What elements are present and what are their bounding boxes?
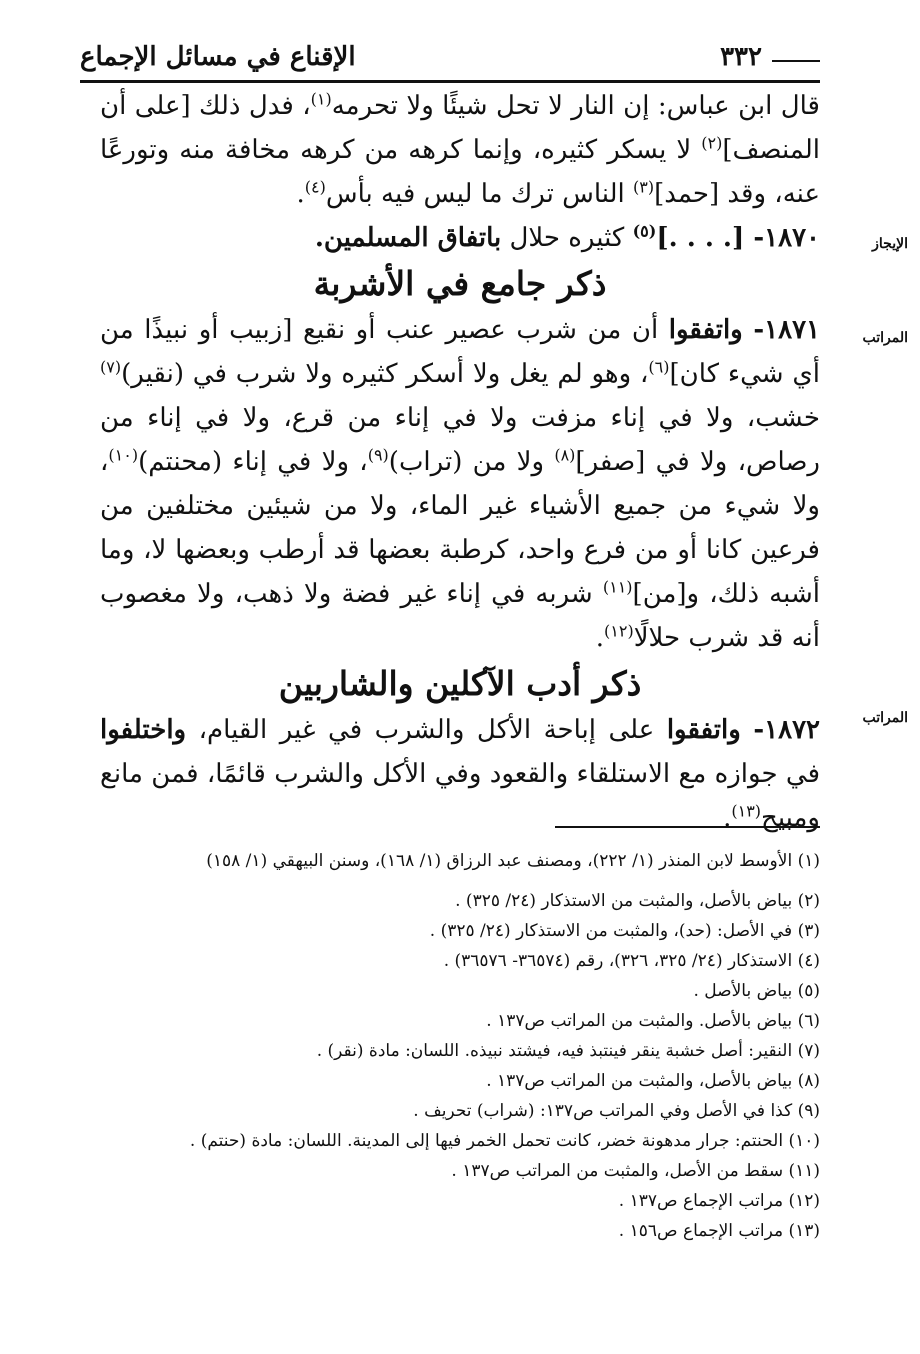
item-1870 [100, 216, 820, 260]
running-header [80, 38, 820, 78]
footnote: (١٣) مراتب الإجماع ص١٥٦ . [618, 1221, 820, 1241]
text-run: قال ابن عباس: إن النار لا تحل شيئًا ولا تحرمه [331, 91, 820, 121]
item-number: ١٨٧١- [753, 315, 820, 345]
text-run: . [296, 179, 305, 209]
footnote: (٦) بياض بالأصل. والمثبت من المراتب ص١٣٧ . [486, 1011, 820, 1031]
text-run: ، فدل ذلك [على أن المنصف] [100, 91, 820, 165]
book-title: الإقناع في مسائل الإجماع [80, 42, 356, 72]
footnote: (١٠) الحنتم: جرار مدهونة خضر، كانت تحمل الخمر فيها إلى المدينة. اللسان: مادة (حنتم) . [189, 1131, 820, 1151]
side-label-maratib: المراتب [862, 710, 908, 726]
section-heading: ذكر جامع في الأشربة [313, 264, 607, 303]
item-number: ١٨٧٠- [753, 223, 820, 253]
footnote: (٥) بياض بالأصل . [693, 981, 820, 1001]
item-number: ١٨٧٢- [753, 715, 820, 745]
text-run: خشب، ولا في إناء مزفت ولا في إناء من قرع، ولا في إناء من رصاص، ولا في [صفر] [100, 403, 820, 477]
bold-text: واتفقوا [668, 315, 743, 345]
text-run: . [314, 223, 324, 253]
main-text [100, 84, 820, 840]
text-run: لا يسكر كثيره، وإنما كرهه من كرهه مخافة منه وتورعًا عنه، وقد [حمد] [100, 135, 820, 209]
item-1872 [100, 708, 820, 840]
text-run: ، ولا في إناء (محنتم) [138, 447, 368, 477]
text-run: ، ولا شيء من جميع الأشياء غير الماء، ولا من شيئين مختلفين من فرعين كانا أو من فرع واحد، كرطبة بعضها قد أرطب وبعضها لا، وما أشبه ذلك، و[من] [100, 447, 820, 609]
text-run: أن من شرب عصير عنب أو نقيع [زبيب أو نبيذًا من أي شيء كان] [100, 315, 820, 389]
footnote: (٣) في الأصل: (حد)، والمثبت من الاستذكار (٢٤/ ٣٢٥) . [429, 921, 820, 941]
footnote-ref: (١١) [602, 577, 633, 597]
footnote-ref: (١٣) [731, 801, 762, 821]
footnote: (٢) بياض بالأصل، والمثبت من الاستذكار (٢٤/ ٣٢٥) . [455, 891, 820, 911]
text-run: ، وهو لم يغل ولا أسكر كثيره ولا شرب في (نقير) [121, 359, 649, 389]
bold-text: واختلفوا [100, 715, 187, 745]
text-run: ولا من (تراب) [388, 447, 555, 477]
footnotes [80, 846, 820, 1246]
footnote-ref: (١٠) [108, 445, 139, 465]
footnote: (٤) الاستذكار (٢٤/ ٣٢٥، ٣٢٦)، رقم (٣٦٥٧٤- ٣٦٥٧٦) . [443, 951, 820, 971]
footnote: (٩) كذا في الأصل وفي المراتب ص١٣٧: (شراب) تحريف . [413, 1101, 820, 1121]
footnote-ref: (٣) [633, 177, 655, 197]
footnote-rule [555, 826, 820, 828]
paragraph-intro [100, 84, 820, 216]
footnote-ref: (٢) [701, 133, 723, 153]
footnote-ref: (٤) [304, 177, 326, 197]
text-run: [. . . .] [656, 223, 754, 253]
text-run: شربه في إناء غير فضة ولا ذهب، ولا مغصوب أنه قد شرب حلالًا [100, 579, 820, 653]
footnote: (١٢) مراتب الإجماع ص١٣٧ . [618, 1191, 820, 1211]
text-run: في جوازه مع الاستلقاء والقعود وفي الأكل والشرب قائمًا، فمن مانع ومبيح [100, 759, 820, 833]
footnote-ref: (٥) [632, 221, 657, 241]
footnote: (٨) بياض بالأصل، والمثبت من المراتب ص١٣٧ . [486, 1071, 820, 1091]
footnote-ref: (١) [310, 89, 332, 109]
footnote: (١١) سقط من الأصل، والمثبت من المراتب ص١٣٧ . [451, 1161, 820, 1181]
footnote-ref: (١٢) [604, 621, 634, 641]
bold-text: واتفقوا [666, 715, 741, 745]
page-number: ٣٣٢ [720, 42, 762, 72]
header-rule [80, 80, 820, 83]
side-label-ijaz: الإيجاز [872, 236, 908, 252]
text-run: كثيره حلال [501, 223, 633, 253]
footnote-ref: (٦) [648, 357, 670, 377]
side-label-maratib: المراتب [862, 330, 908, 346]
text-run: على إباحة الأكل والشرب في غير القيام، [186, 715, 667, 745]
text-run: الناس ترك ما ليس فيه بأس [325, 179, 634, 209]
footnote: (١) الأوسط لابن المنذر (١/ ٢٢٢)، ومصنف عبد الرزاق (١/ ١٦٨)، وسنن البيهقي (١/ ١٥٨) [206, 851, 820, 871]
footnote-ref: (٧) [100, 357, 122, 377]
footnote-ref: (٨) [554, 445, 576, 465]
section-heading: ذكر أدب الآكلين والشاربين [278, 664, 642, 703]
text-run: . [595, 623, 605, 653]
footnote: (٧) النقير: أصل خشبة ينقر فينتبذ فيه، فيشتد نبيذه. اللسان: مادة (نقر) . [316, 1041, 820, 1061]
bold-text: باتفاق المسلمين [323, 223, 502, 253]
item-1871 [100, 308, 820, 660]
text-run: . [723, 803, 732, 833]
footnote-ref: (٩) [367, 445, 389, 465]
header-dash [772, 60, 820, 62]
